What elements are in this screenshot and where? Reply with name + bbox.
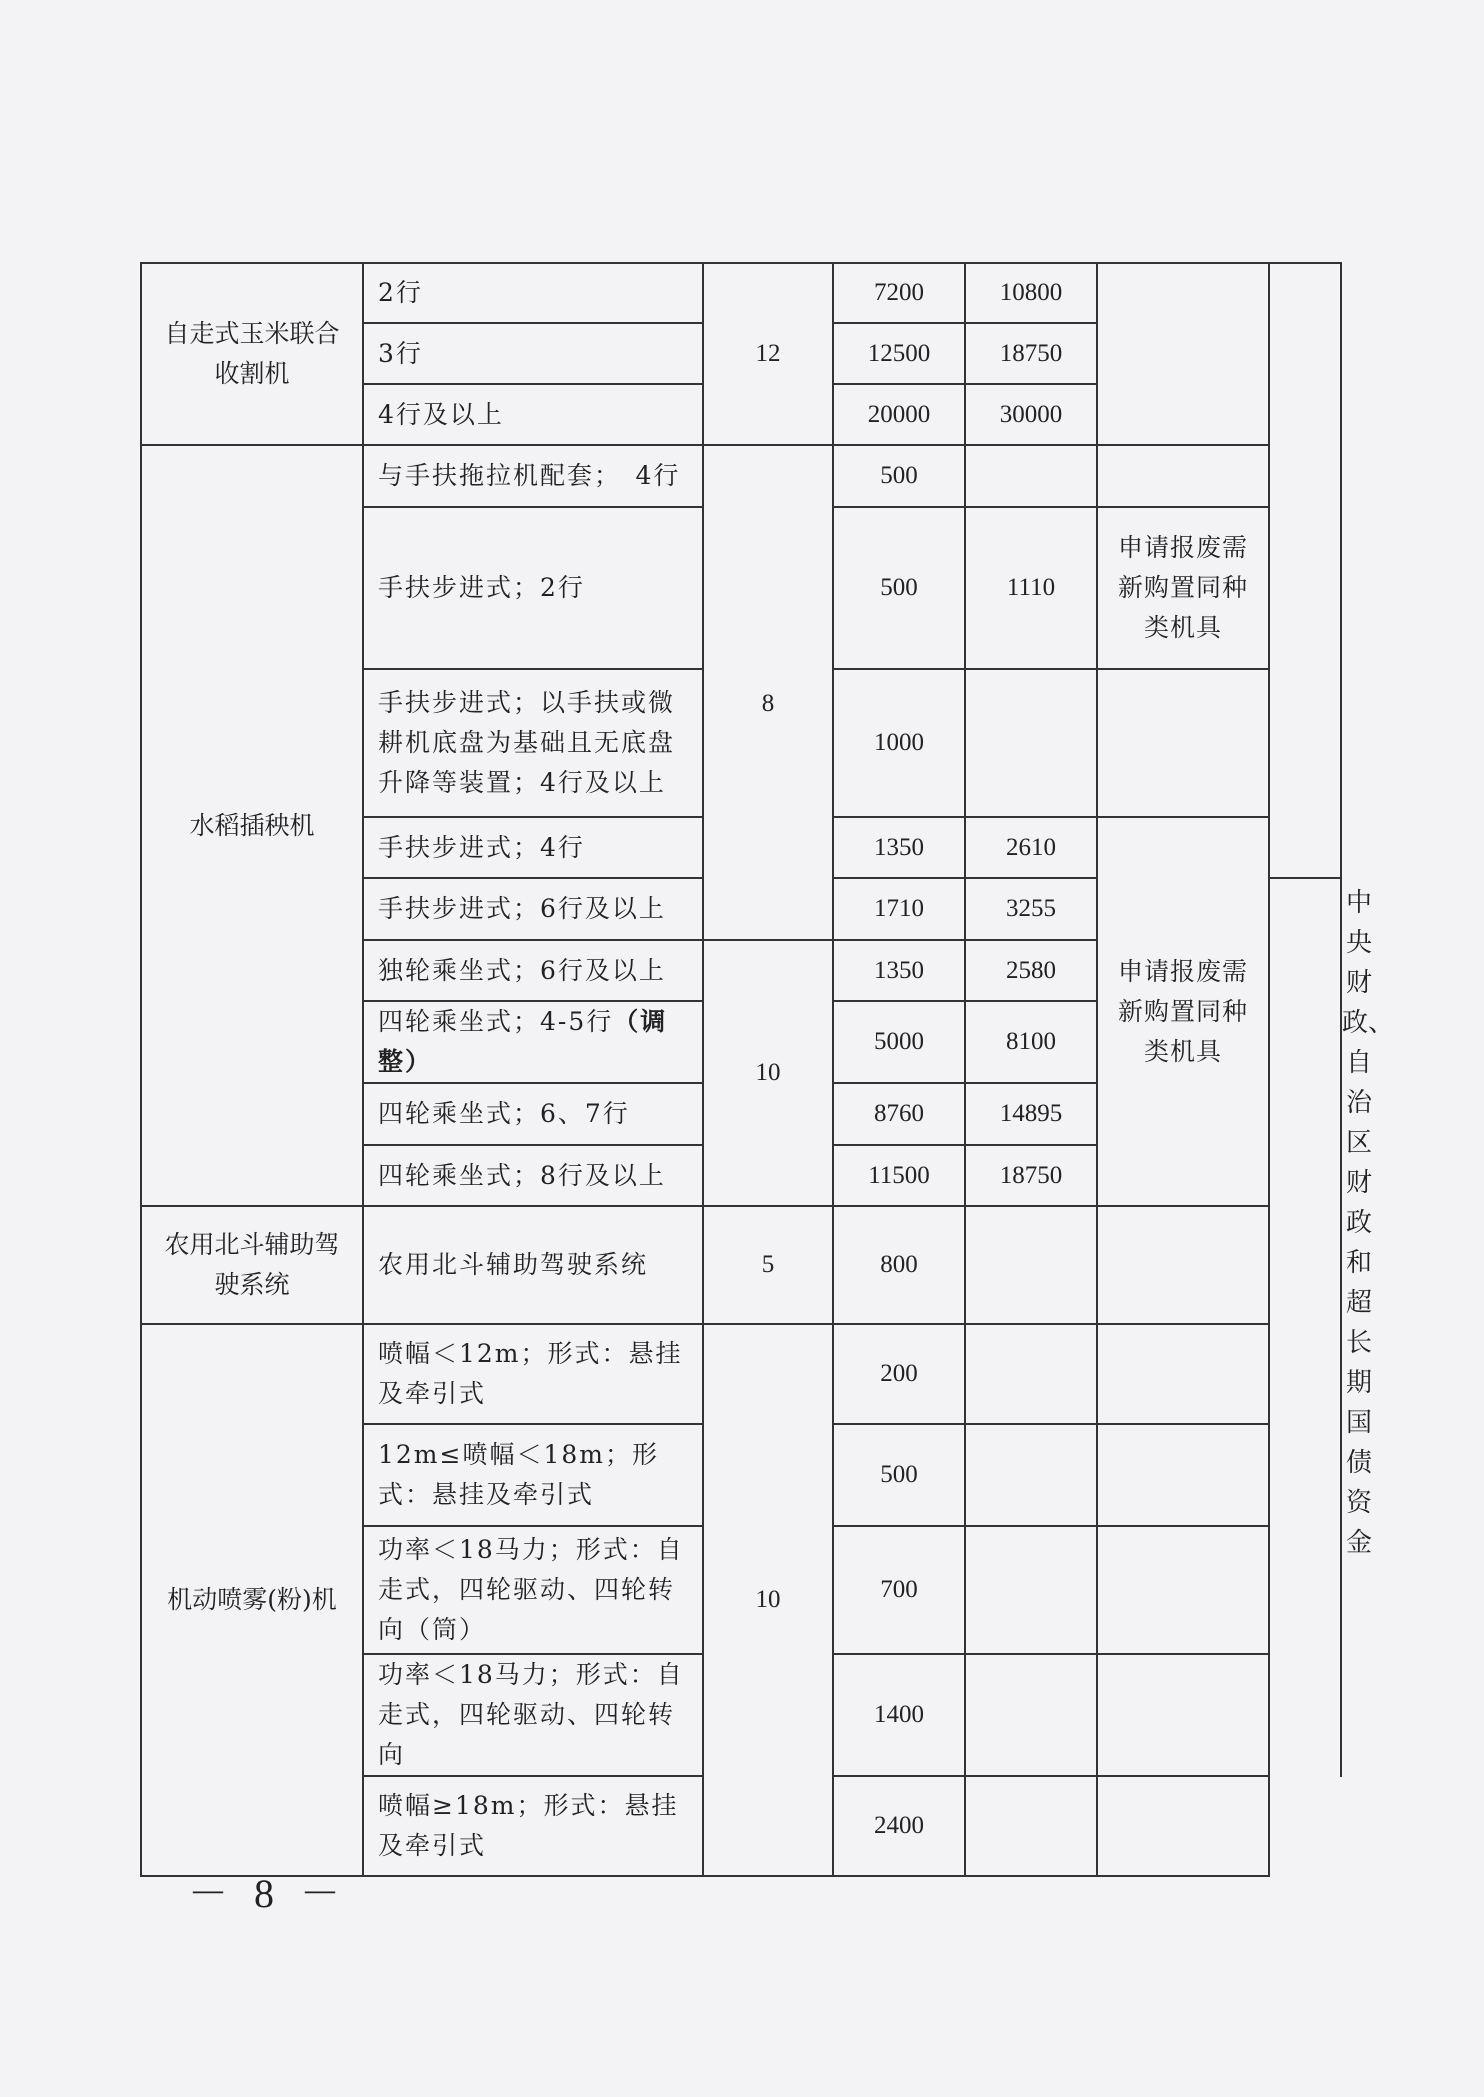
fund-source-text: 中央财政、自治区财政和超长期国债资金 [1342,887,1395,1558]
years-value: 8 [761,690,775,717]
spec-cell [363,1001,703,1083]
amount-cell: 1710 [833,878,965,940]
amount-cell: 500 [833,507,965,669]
subsidy-table [140,262,1395,1877]
amount-cell: 2610 [965,817,1097,878]
spec-cell: 手扶步进式；4行 [363,817,703,878]
amount-cell: 12500 [833,323,965,384]
years-cell: 10 [703,1324,833,1876]
note-cell [1097,1324,1269,1424]
amount-cell [965,1424,1097,1526]
amount-cell [965,445,1097,507]
amount-cell: 1000 [833,669,965,817]
years-cell: 5 [703,1206,833,1324]
scrap-note-cell: 申请报废需新购置同种类机具 [1097,507,1269,669]
amount-cell: 1400 [833,1654,965,1776]
spec-cell: 手扶步进式；以手扶或微耕机底盘为基础且无底盘升降等装置；4行及以上 [363,669,703,817]
page-number: － 8 － [188,1871,348,1916]
amount-cell: 7200 [833,263,965,323]
amount-cell [965,1324,1097,1424]
note-cell [1097,669,1269,817]
spec-cell: 4行及以上 [363,384,703,445]
spec-cell: 手扶步进式；2行 [363,507,703,669]
years-cell: 12 [703,263,833,445]
category-cell: 水稻插秧机 [141,445,363,1206]
amount-cell: 200 [833,1324,965,1424]
table-row [141,445,1341,507]
category-cell: 农用北斗辅助驾驶系统 [141,1206,363,1324]
note-cell [1097,1776,1269,1876]
amount-cell: 500 [833,1424,965,1526]
amount-cell: 2400 [833,1776,965,1876]
spec-cell: 2行 [363,263,703,323]
category-cell: 自走式玉米联合收割机 [141,263,363,445]
amount-cell: 5000 [833,1001,965,1083]
amount-cell: 1350 [833,940,965,1001]
note-cell [1097,1206,1269,1324]
note-cell [1097,263,1269,445]
amount-cell: 30000 [965,384,1097,445]
note-cell [1097,445,1269,507]
amount-cell: 10800 [965,263,1097,323]
amount-cell [965,1654,1097,1776]
amount-cell: 2580 [965,940,1097,1001]
spec-cell: 独轮乘坐式；6行及以上 [363,940,703,1001]
spec-cell: 四轮乘坐式；6、7行 [363,1083,703,1145]
table-row [141,263,1341,323]
spec-cell: 喷幅＜12m；形式：悬挂及牵引式 [363,1324,703,1424]
amount-cell [965,1776,1097,1876]
spec-cell: 12m≤喷幅＜18m；形式：悬挂及牵引式 [363,1424,703,1526]
amount-cell: 11500 [833,1145,965,1206]
amount-cell: 1110 [965,507,1097,669]
spec-cell: 四轮乘坐式；8行及以上 [363,1145,703,1206]
table-row [141,1324,1341,1424]
table-row [141,1206,1341,1324]
spec-cell: 3行 [363,323,703,384]
spec-cell: 喷幅≥18m；形式：悬挂及牵引式 [363,1776,703,1876]
amount-cell: 1350 [833,817,965,878]
amount-cell: 700 [833,1526,965,1654]
spec-cell: 手扶步进式；6行及以上 [363,878,703,940]
spec-cell: 农用北斗辅助驾驶系统 [363,1206,703,1324]
years-cell [703,445,833,940]
spec-cell: 功率＜18马力；形式：自走式，四轮驱动、四轮转向 [363,1654,703,1776]
note-cell [1097,1424,1269,1526]
amount-cell [965,1526,1097,1654]
adjusted-tag: （调整） [378,1007,668,1076]
amount-cell [965,1206,1097,1324]
amount-cell: 8100 [965,1001,1097,1083]
scrap-note-cell: 申请报废需新购置同种类机具 [1097,817,1269,1206]
spec-cell: 功率＜18马力；形式：自走式，四轮驱动、四轮转向（筒） [363,1526,703,1654]
amount-cell: 20000 [833,384,965,445]
amount-cell: 3255 [965,878,1097,940]
years-cell: 10 [703,940,833,1206]
spec-text: 四轮乘坐式；4-5行 [378,1007,614,1036]
spec-cell: 与手扶拖拉机配套； 4行 [363,445,703,507]
amount-cell: 800 [833,1206,965,1324]
amount-cell: 500 [833,445,965,507]
note-cell [1097,1526,1269,1654]
amount-cell: 18750 [965,323,1097,384]
note-cell [1097,1654,1269,1776]
amount-cell [965,669,1097,817]
amount-cell: 8760 [833,1083,965,1145]
fund-cell [1269,263,1341,878]
amount-cell: 14895 [965,1083,1097,1145]
category-cell: 机动喷雾(粉)机 [141,1324,363,1876]
amount-cell: 18750 [965,1145,1097,1206]
